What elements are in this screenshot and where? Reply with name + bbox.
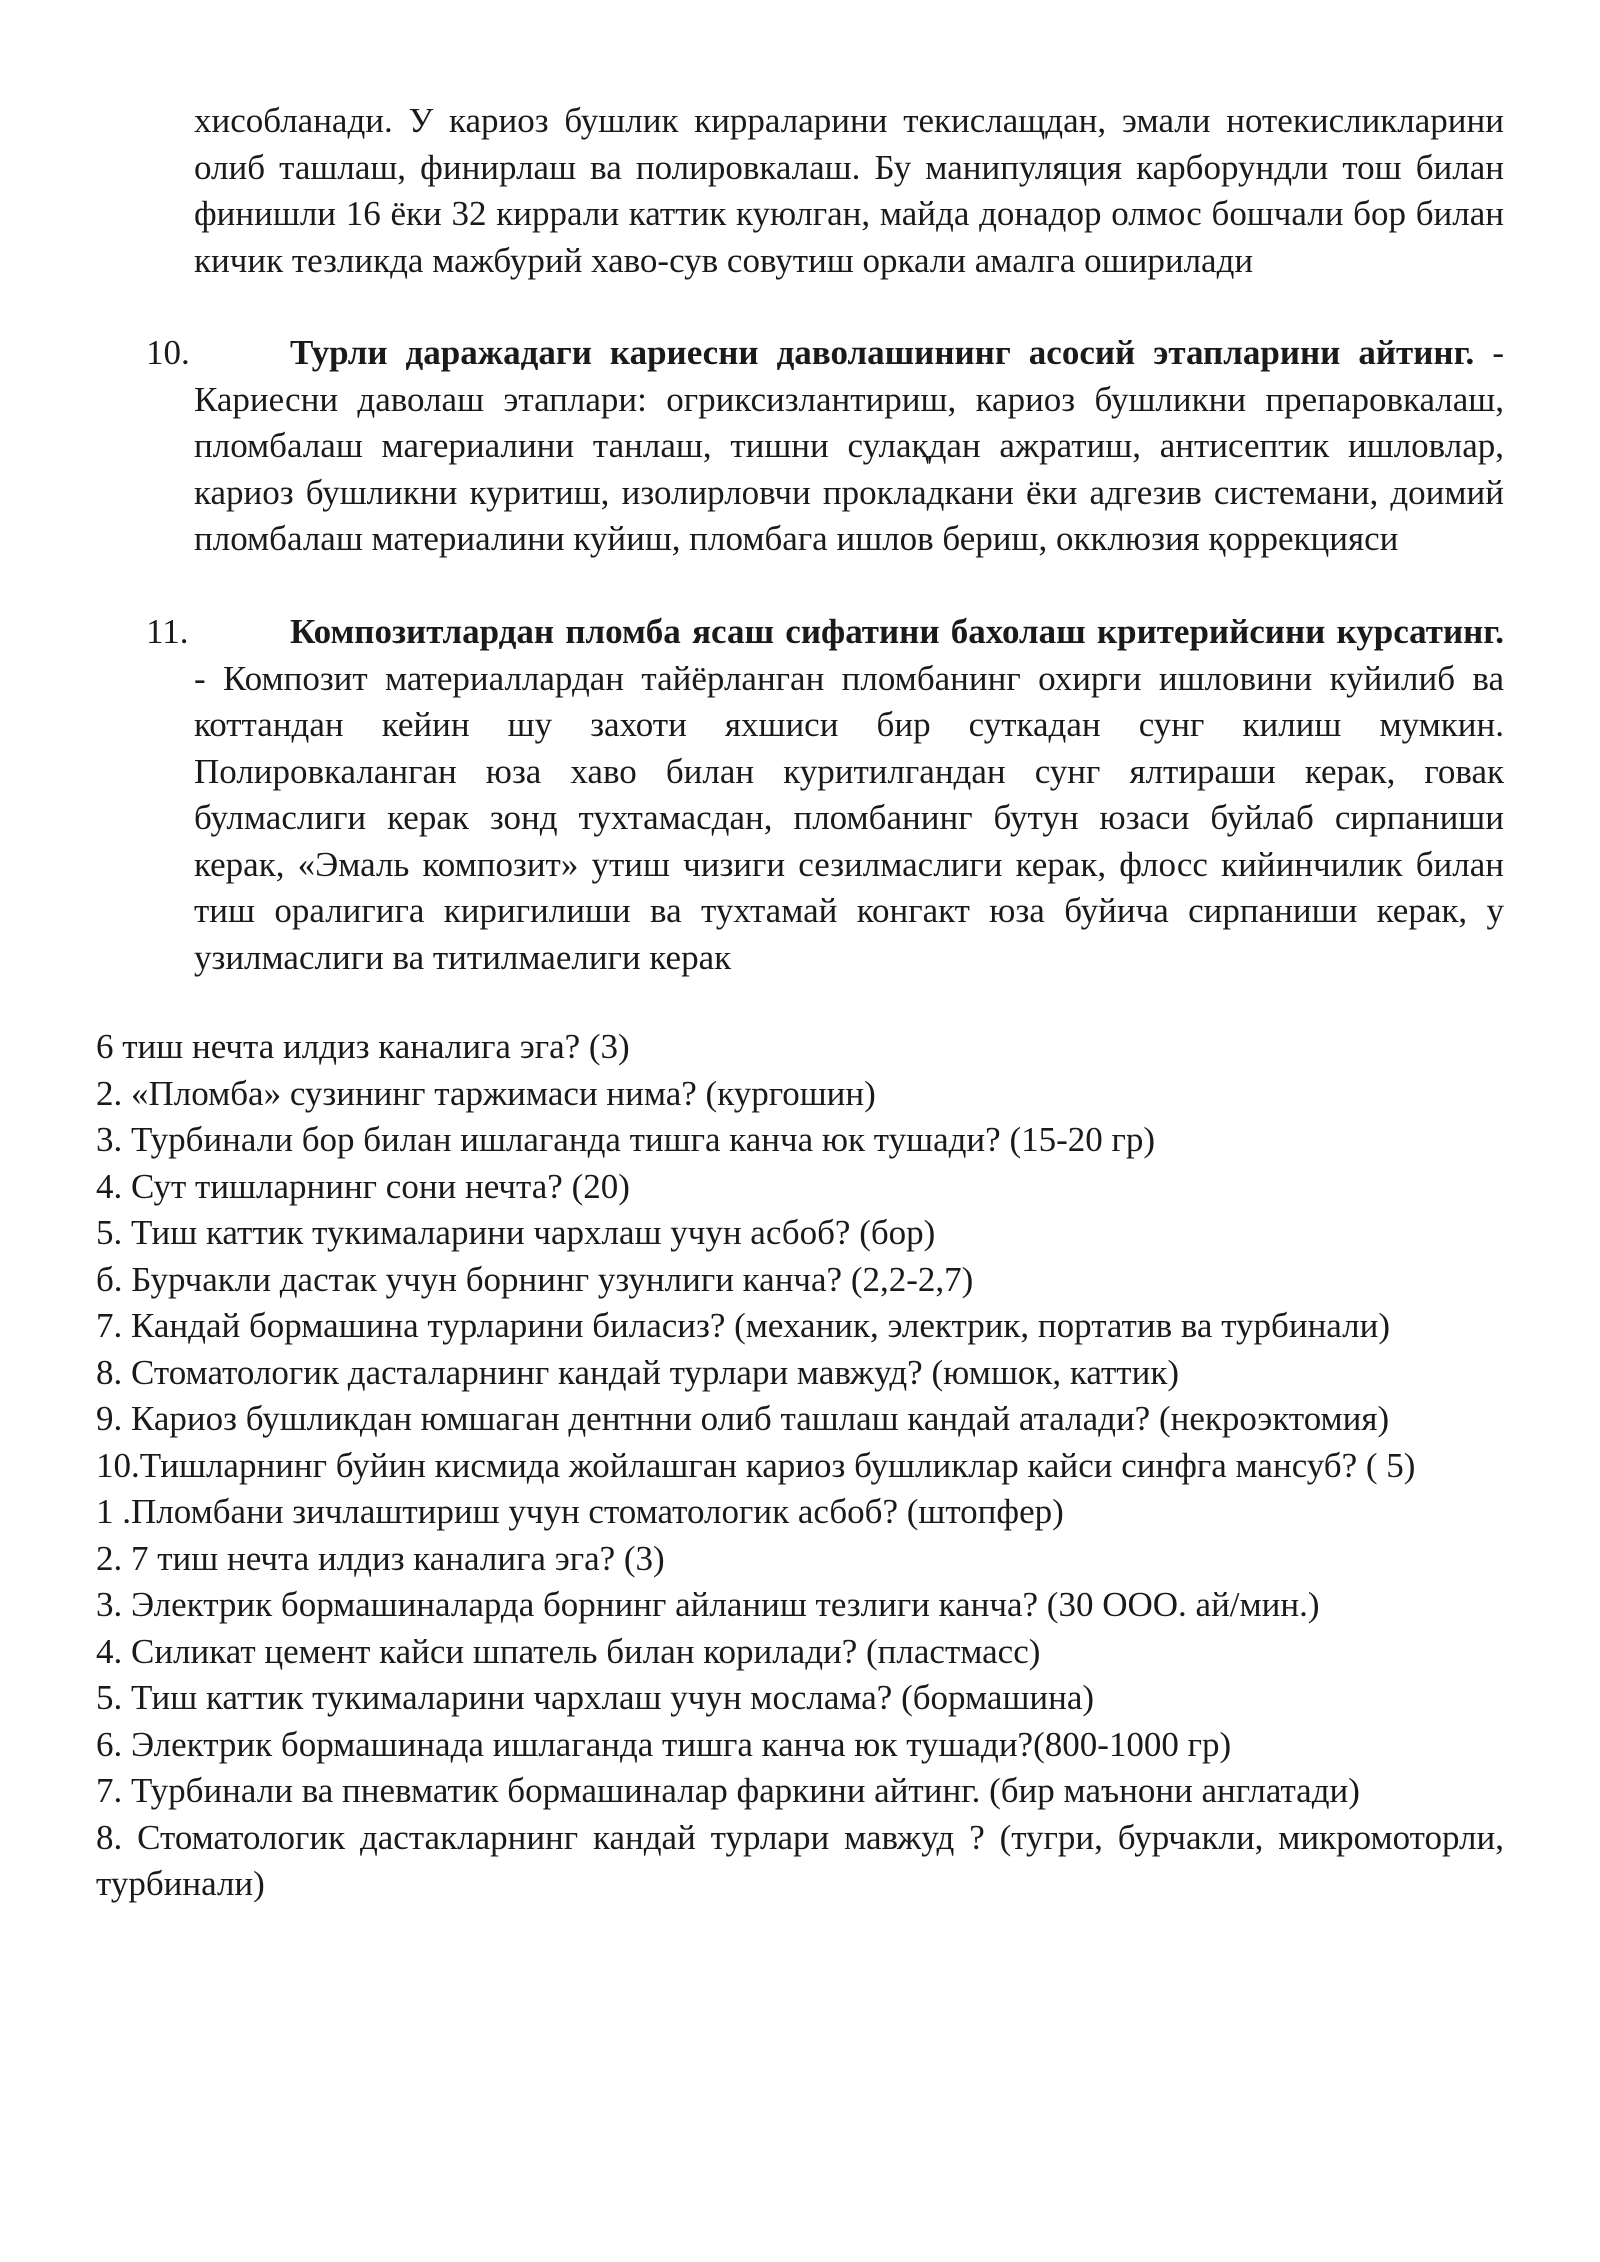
qa-list: [96, 1024, 1504, 1908]
continuation-paragraph: хисобланади. У кариоз бушлик кирраларини текислащдан, эмали нотекисликларини олиб ташлаш, финирлаш ва полировкалаш. Бу манипуляция карборундли тош билан финишли 16 ёки 32 киррали каттик куюлган, майда донадор олмос бошчали бор билан кичик тезликда мажбурий хаво-сув совутиш оркали амалга оширилади: [194, 101, 1504, 280]
numbered-item-10: [146, 330, 1504, 563]
qa-line: 2. 7 тиш нечта илдиз каналига эга? (3): [96, 1538, 665, 1578]
qa-line: 7. Турбинали ва пневматик бормашиналар фаркини айтинг. (бир маънони англатади): [96, 1771, 1360, 1810]
item-answer: - Кариесни даволаш этаплари: огриксизлантириш, кариоз бушликни препаровкалаш, пломбалаш магериалини танлаш, тишни сулақдан ажратиш, антисептик ишловлар, кариоз бушликни куритиш, изолирловчи прокладкани ёки адгезив системани, доимий пломбалаш материалини куйиш, пломбага ишлов бериш, окклюзия қоррекцияси: [194, 333, 1504, 558]
qa-line: 4. Силикат цемент кайси шпатель билан корилади? (пластмасс): [96, 1631, 1041, 1671]
qa-line: 3. Электрик бормашиналарда борнинг айланиш тезлиги канча? (30 ООО. ай/мин.): [96, 1585, 1320, 1624]
qa-line: б. Бурчакли дастак учун борнинг узунлиги канча? (2,2-2,7): [96, 1259, 974, 1299]
qa-line: 8. Стоматологик дастакларнинг кандай турлари мавжуд ? (тугри, бурчакли, микромоторли, турбинали): [96, 1817, 1504, 1903]
qa-line: 4. Сут тишларнинг сони нечта? (20): [96, 1166, 630, 1206]
item-question: Турли даражадаги кариесни даволашининг асосий этапларини айтинг.: [290, 333, 1475, 372]
qa-line: 3. Турбинали бор билан ишлаганда тишга канча юк тушади? (15-20 гр): [96, 1120, 1156, 1159]
qa-line: 6 тиш нечта илдиз каналига эга? (3): [96, 1027, 630, 1066]
qa-line: 5. Тиш каттик тукималарини чархлаш учун асбоб? (бор): [96, 1213, 936, 1252]
qa-line: 8. Стоматологик дасталарнинг кандай турлари мавжуд? (юмшок, каттик): [96, 1352, 1179, 1392]
item-number: 10.: [146, 333, 190, 372]
item-number: 11.: [146, 612, 189, 651]
qa-line: 2. «Пломба» сузининг таржимаси нима? (кургошин): [96, 1073, 876, 1113]
numbered-item-11: [146, 609, 1504, 981]
qa-line: 1 .Пломбани зичлаштириш учун стоматологик асбоб? (штопфер): [96, 1492, 1064, 1531]
qa-line: 7. Кандай бормашина турларини биласиз? (механик, электрик, портатив ва турбинали): [96, 1306, 1390, 1345]
qa-line: 10.Тишларнинг буйин кисмида жойлашган кариоз бушликлар кайси синфга мансуб? ( 5): [96, 1445, 1416, 1485]
qa-line: 5. Тиш каттик тукималарини чархлаш учун мослама? (бормашина): [96, 1678, 1095, 1717]
item-answer: - Композит материаллардан тайёрланган пломбанинг охирги ишловини куйилиб ва коттандан кейин шу захоти яхшиси бир суткадан сунг килиш мумкин. Полировкаланган юза хаво билан куритилгандан сунг ялтираши керак, говак булмаслиги керак зонд тухтамасдан, пломбанинг бутун юзаси буйлаб сирпаниши керак, «Эмаль композит» утиш чизиги сезилмаслиги керак, флосс кийинчилик билан тиш оралигига киригилиши ва тухтамай конгакт юза буйича сирпаниши керак, у узилмаслиги ва титилмаелиги керак: [194, 658, 1504, 977]
qa-line: 9. Кариоз бушликдан юмшаган дентнни олиб ташлаш кандай аталади? (некроэктомия): [96, 1399, 1390, 1438]
qa-line: 6. Электрик бормашинада ишлаганда тишга канча юк тушади?(800-1000 гр): [96, 1724, 1232, 1764]
item-question: Композитлардан пломба ясаш сифатини бахолаш критерийсини курсатинг.: [290, 612, 1504, 651]
